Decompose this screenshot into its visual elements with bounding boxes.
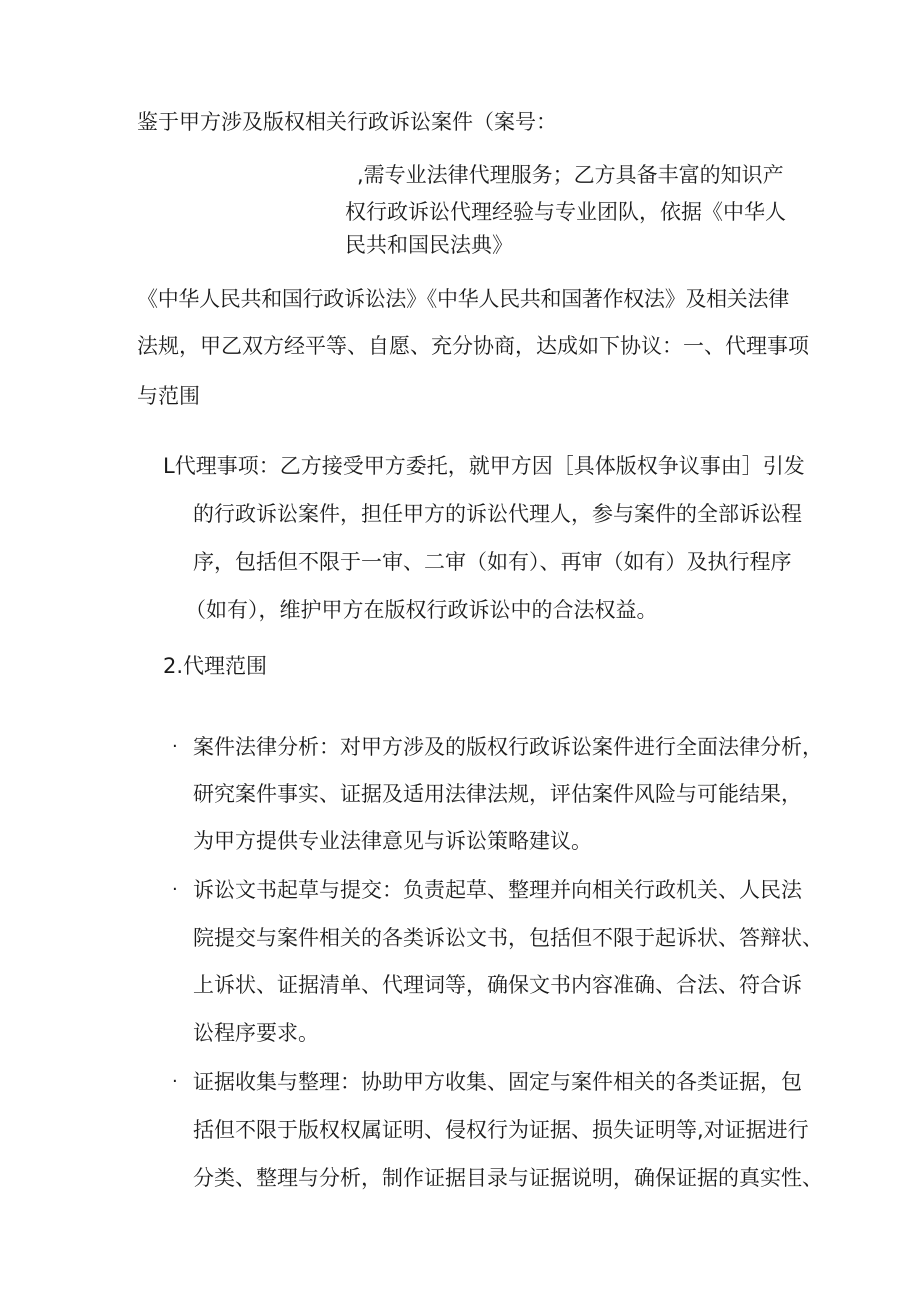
intro-line-7: 与范围 bbox=[137, 384, 200, 408]
intro-line-3: 权行政诉讼代理经验与专业团队，依据《中华人 bbox=[345, 200, 786, 224]
item1-line-1: L代理事项：乙方接受甲方委托，就甲方因［具体版权争议事由］引发 bbox=[163, 454, 805, 478]
item1-line-2: 的行政诉讼案件，担任甲方的诉讼代理人，参与案件的全部诉讼程 bbox=[193, 502, 802, 526]
bullet-1-line-1: 案件法律分析：对甲方涉及的版权行政诉讼案件进行全面法律分析， bbox=[193, 735, 823, 759]
intro-line-4: 民共和国民法典》 bbox=[345, 233, 513, 257]
bullet-1-line-3: 为甲方提供专业法律意见与诉讼策略建议。 bbox=[193, 829, 592, 853]
bullet-2-line-1: 诉讼文书起草与提交：负责起草、整理并向相关行政机关、人民法 bbox=[193, 878, 802, 902]
bullet-1-dot: · bbox=[172, 736, 178, 757]
bullet-2-line-3: 上诉状、证据清单、代理词等，确保文书内容准确、合法、符合诉 bbox=[193, 973, 802, 997]
bullet-3-line-3: 分类、整理与分析，制作证据目录与证据说明，确保证据的真实性、 bbox=[193, 1166, 823, 1190]
intro-line-1: 鉴于甲方涉及版权相关行政诉讼案件（案号： bbox=[137, 110, 557, 134]
item1-line-4: （如有），维护甲方在版权行政诉讼中的合法权益。 bbox=[185, 598, 658, 622]
bullet-2-line-2: 院提交与案件相关的各类诉讼文书，包括但不限于起诉状、答辩状、 bbox=[193, 926, 823, 950]
bullet-2-line-4: 讼程序要求。 bbox=[193, 1021, 319, 1045]
bullet-3-line-2: 括但不限于版权权属证明、侵权行为证据、损失证明等,对证据进行 bbox=[193, 1118, 809, 1142]
intro-line-2: ,需专业法律代理服务；乙方具备丰富的知识产 bbox=[357, 163, 784, 187]
bullet-3-line-1: 证据收集与整理：协助甲方收集、固定与案件相关的各类证据，包 bbox=[193, 1070, 802, 1094]
item2-heading: 2.代理范围 bbox=[163, 654, 268, 678]
bullet-1-line-2: 研究案件事实、证据及适用法律法规，评估案件风险与可能结果， bbox=[193, 782, 802, 806]
bullet-2-dot: · bbox=[172, 879, 178, 900]
intro-line-5: 《中华人民共和国行政诉讼法》《中华人民共和国著作权法》及相关法律 bbox=[137, 287, 789, 311]
item1-line-3: 序，包括但不限于一审、二审（如有）、再审（如有）及执行程序 bbox=[193, 550, 792, 574]
bullet-3-dot: · bbox=[172, 1071, 178, 1092]
intro-line-6: 法规，甲乙双方经平等、自愿、充分协商，达成如下协议：一、代理事项 bbox=[137, 334, 809, 358]
